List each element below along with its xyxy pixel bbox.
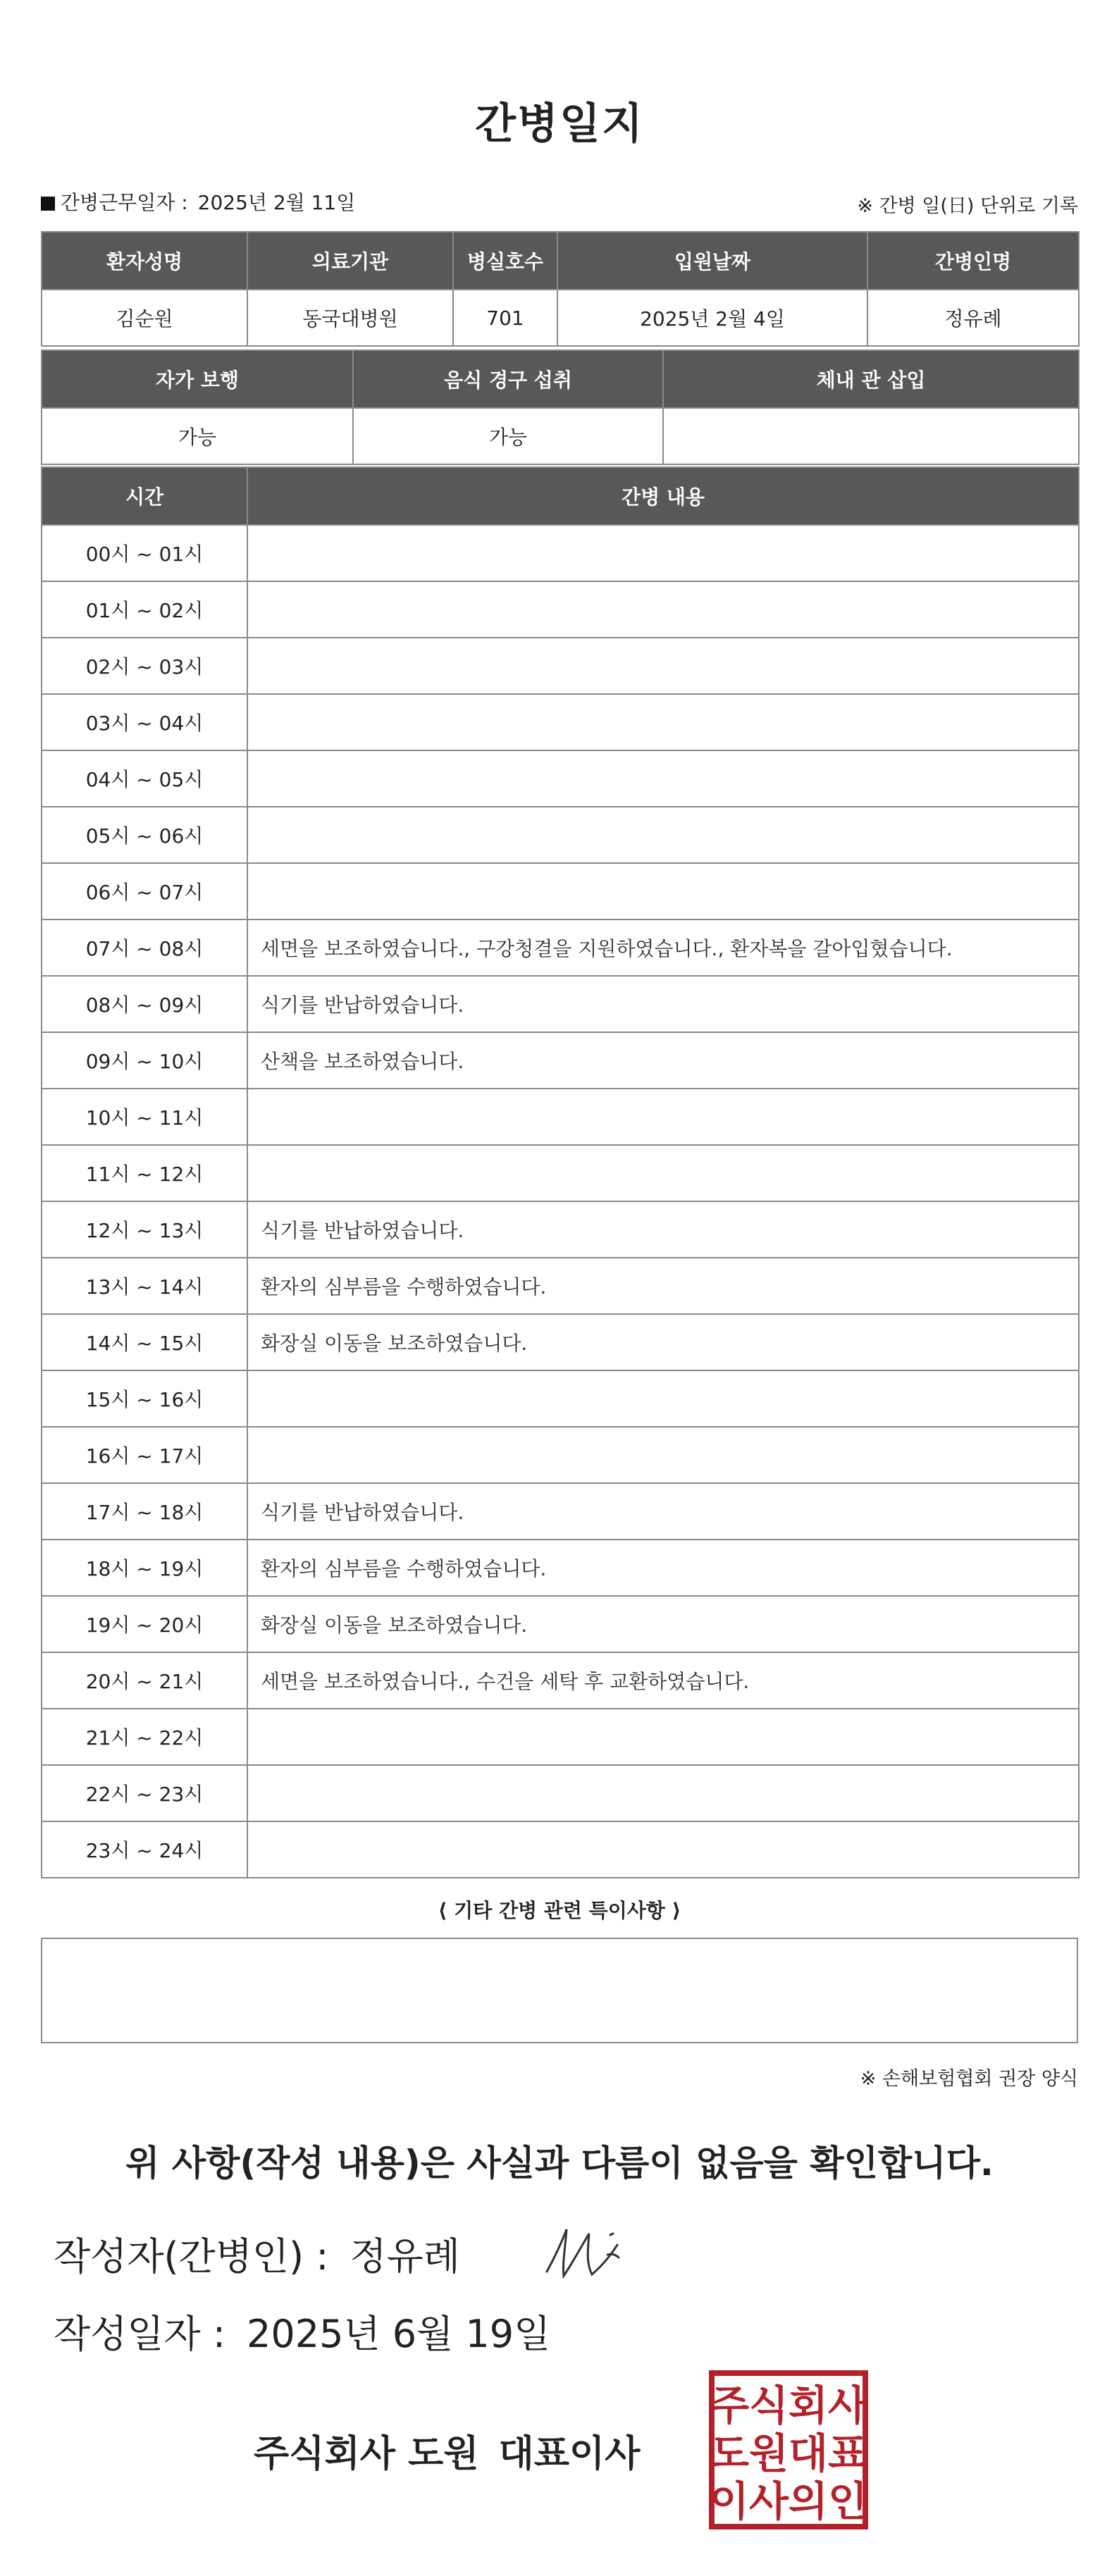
log-time: 14시 ~ 15시 xyxy=(42,1314,247,1370)
log-row xyxy=(42,638,1079,694)
log-time: 04시 ~ 05시 xyxy=(42,750,247,807)
log-content xyxy=(247,1709,1079,1765)
writer-name: 정유례 xyxy=(350,2234,460,2279)
log-row xyxy=(42,919,1079,976)
log-content xyxy=(247,525,1079,581)
log-content xyxy=(247,638,1079,694)
log-time: 07시 ~ 08시 xyxy=(42,919,247,976)
log-time: 08시 ~ 09시 xyxy=(42,976,247,1032)
log-row xyxy=(42,1258,1079,1314)
room-number: 701 xyxy=(453,290,557,346)
patient-info-table xyxy=(41,231,1080,347)
handwritten-signature xyxy=(534,2214,640,2291)
oral-intake-value: 가능 xyxy=(353,408,663,464)
log-content: 화장실 이동을 보조하였습니다. xyxy=(247,1596,1079,1652)
log-content: 환자의 심부름을 수행하였습니다. xyxy=(247,1540,1079,1596)
log-content: 세면을 보조하였습니다., 구강청결을 지원하였습니다., 환자복을 갈아입혔습니다. xyxy=(247,919,1079,976)
patient-status-table xyxy=(41,349,1080,465)
log-time: 21시 ~ 22시 xyxy=(42,1709,247,1765)
log-time: 12시 ~ 13시 xyxy=(42,1201,247,1258)
log-row xyxy=(42,1089,1079,1145)
log-time: 16시 ~ 17시 xyxy=(42,1427,247,1483)
log-content xyxy=(247,1089,1079,1145)
log-row xyxy=(42,1201,1079,1258)
company-line xyxy=(254,2424,640,2477)
care-log-table xyxy=(41,466,1080,1878)
caregiver-name: 정유례 xyxy=(867,290,1079,346)
header-caregiver: 간병인명 xyxy=(867,232,1079,290)
special-notes-box xyxy=(41,1938,1078,2043)
square-bullet-icon xyxy=(41,197,55,211)
log-content xyxy=(247,1145,1079,1201)
log-content: 산책을 보조하였습니다. xyxy=(247,1032,1079,1089)
log-content: 식기를 반납하였습니다. xyxy=(247,976,1079,1032)
log-time: 22시 ~ 23시 xyxy=(42,1765,247,1821)
log-row xyxy=(42,1314,1079,1370)
special-notes-title: ⟨ 기타 간병 관련 특이사항 ⟩ xyxy=(438,1899,681,1922)
header-hospital: 의료기관 xyxy=(247,232,453,290)
header-admission-date: 입원날짜 xyxy=(557,232,867,290)
log-row xyxy=(42,1427,1079,1483)
header-patient-name: 환자성명 xyxy=(42,232,247,290)
log-row xyxy=(42,1709,1079,1765)
written-date-label: 작성일자 : xyxy=(54,2312,226,2356)
log-row xyxy=(42,807,1079,863)
log-time: 09시 ~ 10시 xyxy=(42,1032,247,1089)
work-date-label: 간병근무일자 : xyxy=(61,191,188,214)
log-row xyxy=(42,976,1079,1032)
log-row xyxy=(42,863,1079,919)
log-row xyxy=(42,1145,1079,1201)
header-time: 시간 xyxy=(42,467,247,525)
written-date-line xyxy=(54,2304,550,2358)
log-row xyxy=(42,1765,1079,1821)
page-title: 간병일지 xyxy=(475,99,644,149)
log-time: 02시 ~ 03시 xyxy=(42,638,247,694)
writer-label: 작성자(간병인) : xyxy=(54,2234,329,2279)
seal-line-1: 주식회사 xyxy=(709,2382,868,2429)
log-content xyxy=(247,694,1079,750)
self-walking-value: 가능 xyxy=(42,408,353,464)
confirmation-statement: 위 사항(작성 내용)은 사실과 다름이 없음을 확인합니다. xyxy=(125,2143,994,2184)
company-seal xyxy=(707,2369,870,2531)
log-content: 세면을 보조하였습니다., 수건을 세탁 후 교환하였습니다. xyxy=(247,1652,1079,1709)
log-time: 03시 ~ 04시 xyxy=(42,694,247,750)
log-time: 11시 ~ 12시 xyxy=(42,1145,247,1201)
log-row xyxy=(42,1483,1079,1540)
work-date xyxy=(41,187,355,216)
log-content xyxy=(247,807,1079,863)
log-time: 17시 ~ 18시 xyxy=(42,1483,247,1540)
log-content: 식기를 반납하였습니다. xyxy=(247,1201,1079,1258)
patient-name: 김순원 xyxy=(42,290,247,346)
header-oral-intake: 음식 경구 섭취 xyxy=(353,350,663,408)
log-content xyxy=(247,1765,1079,1821)
log-content xyxy=(247,1821,1079,1878)
header-room: 병실호수 xyxy=(453,232,557,290)
log-time: 23시 ~ 24시 xyxy=(42,1821,247,1878)
log-content: 환자의 심부름을 수행하였습니다. xyxy=(247,1258,1079,1314)
written-date-value: 2025년 6월 19일 xyxy=(247,2312,551,2356)
log-row xyxy=(42,1596,1079,1652)
log-row xyxy=(42,1652,1079,1709)
company-name: 주식회사 도원 xyxy=(254,2433,479,2475)
tube-insertion-value xyxy=(663,408,1079,464)
log-row xyxy=(42,525,1079,581)
log-content xyxy=(247,1370,1079,1427)
log-time: 20시 ~ 21시 xyxy=(42,1652,247,1709)
writer-line xyxy=(54,2227,460,2281)
header-self-walking: 자가 보행 xyxy=(42,350,353,408)
log-row xyxy=(42,1821,1079,1878)
log-content xyxy=(247,750,1079,807)
log-time: 05시 ~ 06시 xyxy=(42,807,247,863)
hospital-name: 동국대병원 xyxy=(247,290,453,346)
log-content xyxy=(247,1427,1079,1483)
log-time: 13시 ~ 14시 xyxy=(42,1258,247,1314)
log-time: 01시 ~ 02시 xyxy=(42,581,247,638)
seal-line-3: 이사의인 xyxy=(709,2477,868,2525)
work-date-value: 2025년 2월 11일 xyxy=(197,191,356,214)
log-time: 06시 ~ 07시 xyxy=(42,863,247,919)
header-tube-insertion: 체내 관 삽입 xyxy=(663,350,1079,408)
log-content xyxy=(247,863,1079,919)
log-row xyxy=(42,1032,1079,1089)
log-content: 화장실 이동을 보조하였습니다. xyxy=(247,1314,1079,1370)
header-care-content: 간병 내용 xyxy=(247,467,1079,525)
log-row xyxy=(42,694,1079,750)
log-row xyxy=(42,581,1079,638)
log-time: 19시 ~ 20시 xyxy=(42,1596,247,1652)
log-time: 00시 ~ 01시 xyxy=(42,525,247,581)
log-row xyxy=(42,1370,1079,1427)
form-source-note: ※ 손해보험협회 권장 양식 xyxy=(860,2068,1078,2090)
seal-line-2: 도원대표 xyxy=(709,2429,868,2477)
log-time: 18시 ~ 19시 xyxy=(42,1540,247,1596)
daily-record-note: ※ 간병 일(日) 단위로 기록 xyxy=(857,195,1078,217)
log-row xyxy=(42,1540,1079,1596)
company-title: 대표이사 xyxy=(498,2433,641,2475)
log-time: 15시 ~ 16시 xyxy=(42,1370,247,1427)
log-time: 10시 ~ 11시 xyxy=(42,1089,247,1145)
log-row xyxy=(42,750,1079,807)
log-content: 식기를 반납하였습니다. xyxy=(247,1483,1079,1540)
log-content xyxy=(247,581,1079,638)
admission-date: 2025년 2월 4일 xyxy=(557,290,867,346)
